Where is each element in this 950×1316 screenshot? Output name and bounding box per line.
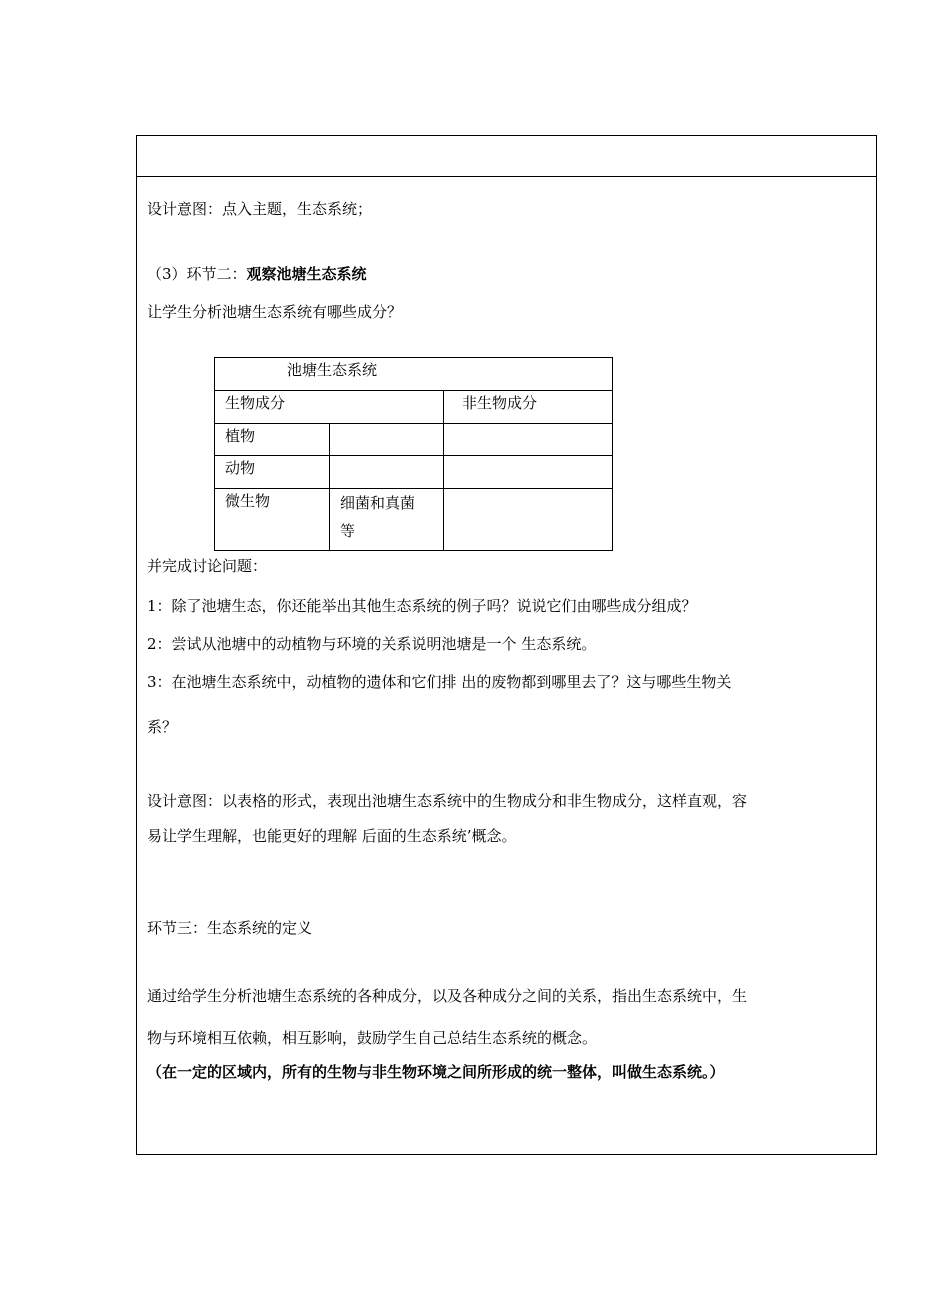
nonbio-header: 非生物成分	[444, 391, 613, 424]
section-2-heading	[147, 264, 367, 284]
bio-header: 生物成分	[215, 391, 444, 424]
design-intent-2-line-2: 易让学生理解，也能更好的理解 后面的生态系统’概念。	[147, 827, 517, 845]
design-intent-2-line-1: 设计意图：以表格的形式，表现出池塘生态系统中的生物成分和非生物成分，这样直观，容	[147, 792, 748, 810]
table-row	[215, 489, 613, 551]
question-3-line-1: 3：在池塘生态系统中，动植物的遗体和它们排 出的废物都到哪里去了？这与哪些生物关	[147, 673, 732, 691]
frame-divider	[137, 176, 876, 177]
discussion-intro: 并完成讨论问题：	[147, 557, 268, 575]
question-intro: 让学生分析池塘生态系统有哪些成分？	[147, 303, 403, 321]
row-label: 动物	[215, 456, 330, 489]
question-1: 1：除了池塘生态，你还能举出其他生态系统的例子吗？说说它们由哪些成分组成？	[147, 597, 697, 615]
row-label: 植物	[215, 424, 330, 456]
table-row	[215, 358, 613, 391]
section-3-line-2: 物与环境相互依赖，相互影响，鼓励学生自己总结生态系统的概念。	[147, 1029, 598, 1047]
design-intent-1: 设计意图：点入主题，生态系统；	[147, 200, 373, 218]
pond-ecosystem-table	[214, 357, 613, 551]
row-example	[330, 456, 444, 489]
lesson-frame	[136, 135, 877, 1155]
table-title: 池塘生态系统	[215, 358, 613, 391]
section-2-prefix: （3）环节二：	[147, 265, 247, 283]
table-row	[215, 424, 613, 456]
section-3-title: 环节三：生态系统的定义	[147, 919, 313, 937]
row-label: 微生物	[215, 489, 330, 551]
row-nonbio	[444, 456, 613, 489]
row-nonbio	[444, 424, 613, 456]
row-example	[330, 424, 444, 456]
row-example-line-2: 等	[340, 522, 356, 540]
ecosystem-definition: （在一定的区域内，所有的生物与非生物环境之间所形成的统一整体，叫做生态系统。）	[147, 1063, 725, 1081]
section-3-line-1: 通过给学生分析池塘生态系统的各种成分，以及各种成分之间的关系，指出生态系统中，生	[147, 987, 748, 1005]
row-nonbio	[444, 489, 613, 551]
row-example	[330, 489, 444, 551]
row-example-line-1: 细菌和真菌	[340, 494, 416, 512]
table-row	[215, 391, 613, 424]
section-2-title: 观察池塘生态系统	[246, 265, 367, 283]
question-2: 2：尝试从池塘中的动植物与环境的关系说明池塘是一个 生态系统。	[147, 635, 597, 653]
question-3-line-2: 系？	[147, 718, 178, 736]
table-row	[215, 456, 613, 489]
